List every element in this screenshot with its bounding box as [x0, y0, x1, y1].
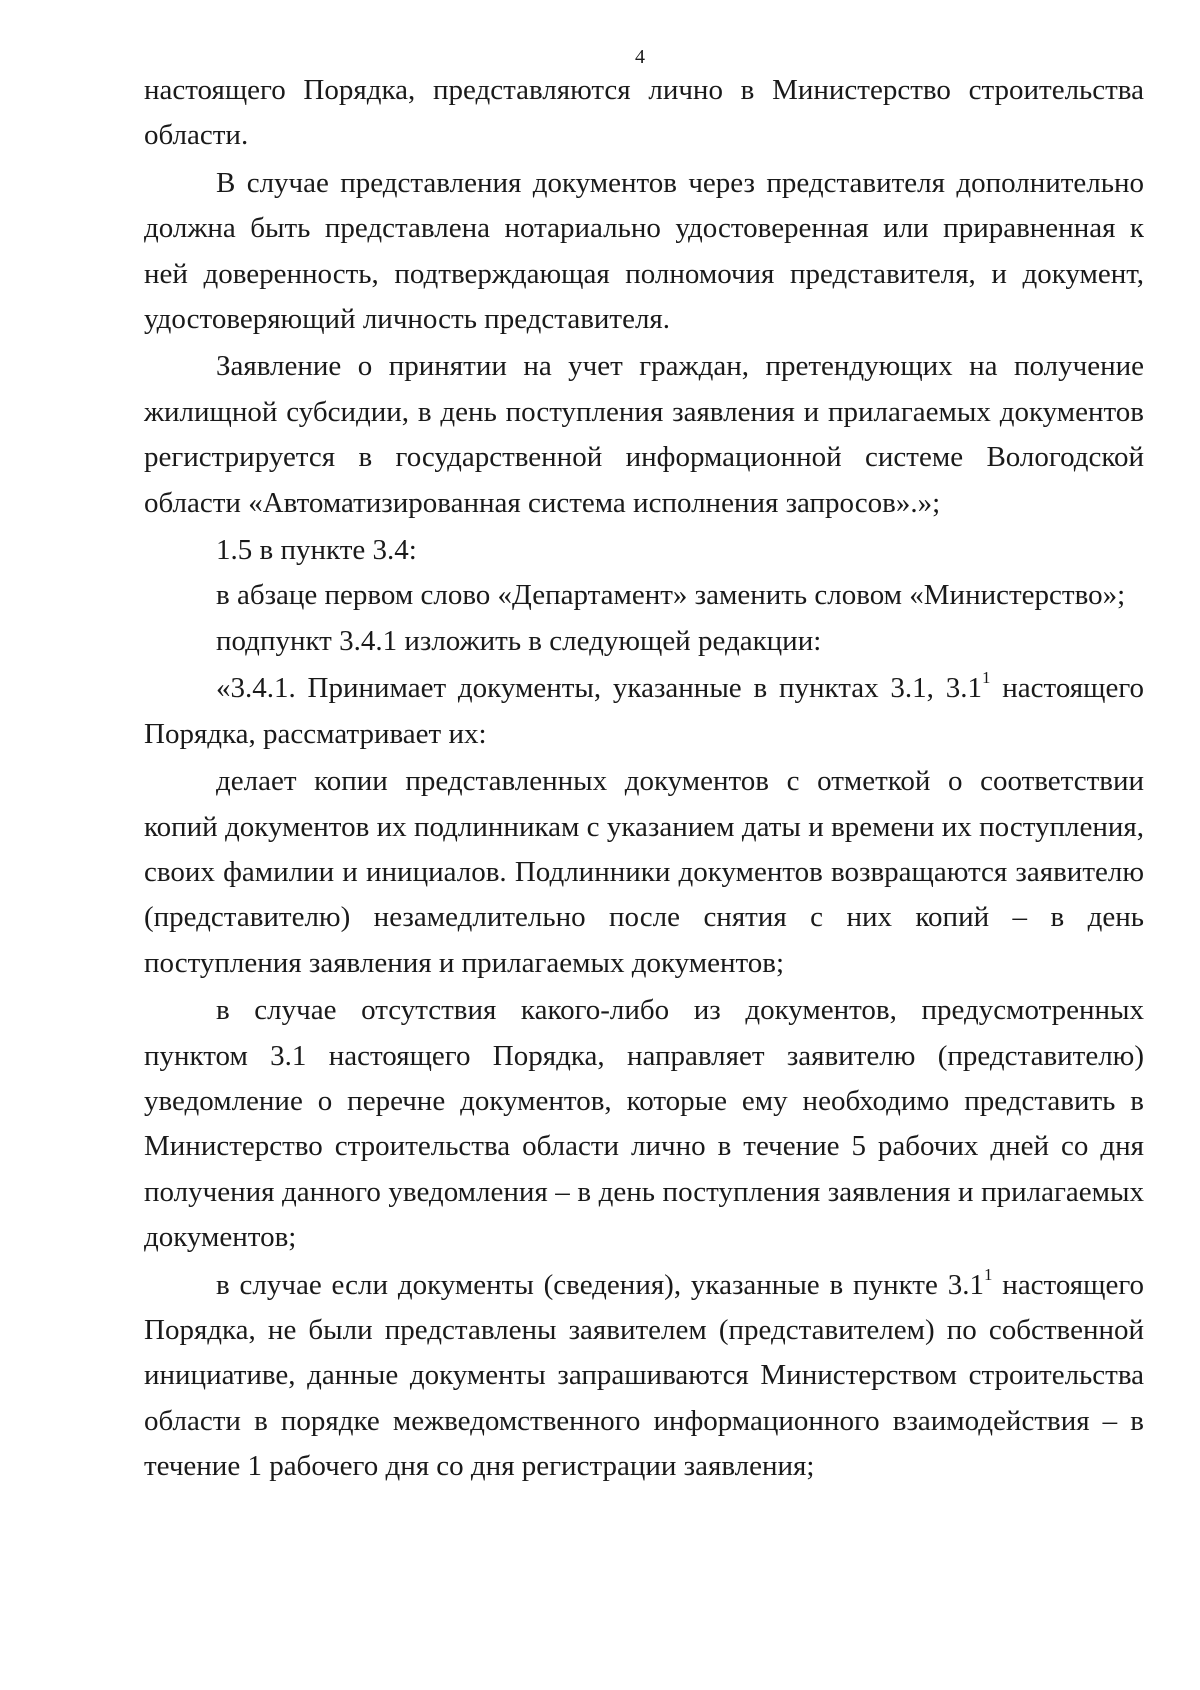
page-number: 4: [635, 46, 645, 68]
paragraph-text: настоящего Порядка, не были представлены заявителем (представителем) по собственной инициативе, данные документы запрашиваются Министерством строительства области в порядке межведомственного информационного взаимодействия – в течение 1 рабочего дня со дня регистрации заявления;: [144, 1268, 1145, 1483]
paragraph-text: «3.4.1. Принимает документы, указанные в пунктах 3.1, 3.1: [216, 672, 982, 705]
paragraph: Заявление о принятии на учет граждан, претендующих на получение жилищной субсидии, в день поступления заявления и прилагаемых документов регистрируется в государственной информационной системе Вологодской области «Автоматизированная система исполнения запросов».»;: [144, 350, 1144, 519]
paragraph: [144, 1263, 1144, 1490]
paragraph: в случае отсутствия какого-либо из документов, предусмотренных пунктом 3.1 настоящего Порядка, направляет заявителю (представителю) уведомление о перечне документов, которые ему необходимо представить в Министерство строительства области лично в течение 5 рабочих дней со дня получения данного уведомления – в день поступления заявления и прилагаемых документов;: [144, 994, 1144, 1254]
paragraph: [144, 666, 1144, 757]
paragraph-text: настоящего Порядка, рассматривает их:: [144, 672, 1145, 750]
superscript: 1: [981, 668, 991, 688]
paragraph: делает копии представленных документов с отметкой о соответствии копий документов их подлинникам с указанием даты и времени их поступления, своих фамилии и инициалов. Подлинники документов возвращаются заявителю (представителю) незамедлительно после снятия с них копий – в день поступления заявления и прилагаемых документов;: [144, 765, 1144, 979]
paragraph: подпункт 3.4.1 изложить в следующей редакции:: [216, 624, 822, 657]
paragraph: 1.5 в пункте 3.4:: [216, 534, 417, 567]
paragraph: настоящего Порядка, представляются лично в Министерство строительства области.: [144, 74, 1144, 152]
paragraph: В случае представления документов через представителя дополнительно должна быть представлена нотариально удостоверенная или приравненная к ней доверенность, подтверждающая полномочия представителя, и документ, удостоверяющий личность представителя.: [144, 166, 1144, 336]
document-body: [144, 68, 1144, 1490]
paragraph: в абзаце первом слово «Департамент» заменить словом «Министерство»;: [216, 579, 1126, 612]
superscript: 1: [983, 1264, 993, 1284]
paragraph-text: в случае если документы (сведения), указанные в пункте 3.1: [216, 1268, 984, 1301]
